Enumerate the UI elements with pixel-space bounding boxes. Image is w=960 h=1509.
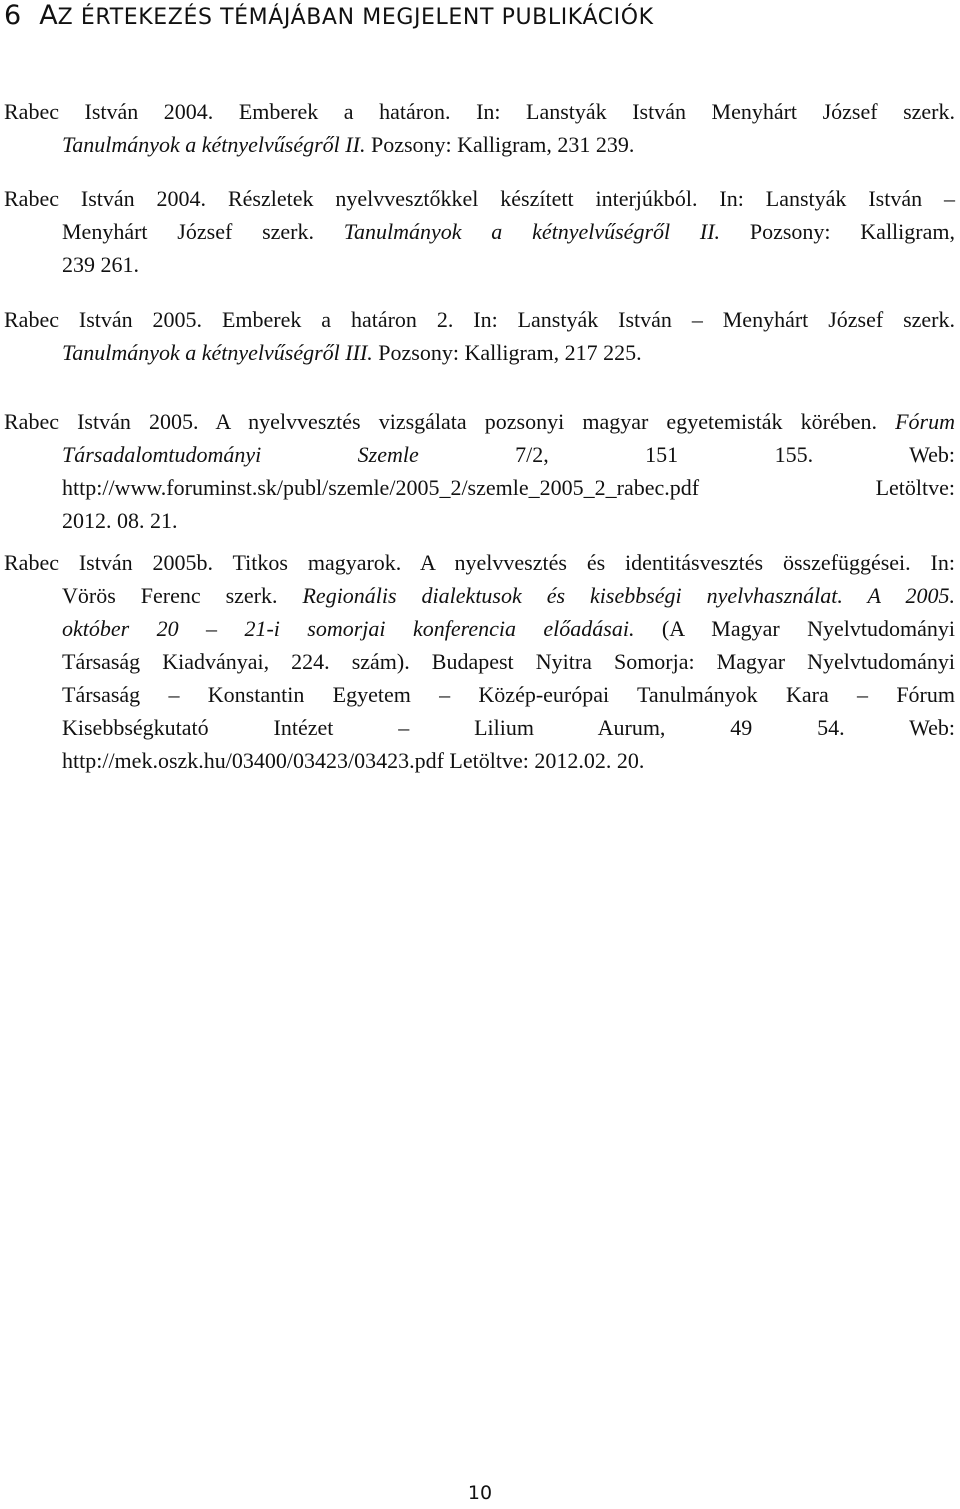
reference-title-text: Tanulmányok a kétnyelvűségről III. <box>62 340 373 365</box>
reference-line <box>4 711 955 744</box>
reference-title-text: Fórum <box>895 409 955 434</box>
reference-text: Rabec István 2005. Emberek a határon 2. In: Lanstyák István – Menyhárt József szerk. <box>4 307 955 332</box>
reference-text: http://www.foruminst.sk/publ/szemle/2005_2/szemle_2005_2_rabec.pdf Letöltve: <box>62 475 955 500</box>
reference-line <box>4 645 955 678</box>
reference-line <box>4 438 955 471</box>
reference-text: Társaság Kiadványai, 224. szám). Budapest Nyitra Somorja: Magyar Nyelvtudományi <box>62 649 955 674</box>
reference-line <box>4 336 955 369</box>
section-number: 6 <box>4 0 22 31</box>
reference-line <box>4 678 955 711</box>
reference-title-text: Társadalomtudományi Szemle <box>62 442 419 467</box>
reference-line <box>4 128 955 161</box>
reference-text: Vörös Ferenc szerk. <box>62 583 303 608</box>
reference-text: Rabec István 2004. Részletek nyelvvesztőkkel készített interjúkból. In: Lanstyák István – <box>4 186 955 211</box>
reference-title-text: Tanulmányok a kétnyelvűségről II. <box>62 132 366 157</box>
reference-line <box>4 546 955 579</box>
reference-text: Társaság – Konstantin Egyetem – Közép-európai Tanulmányok Kara – Fórum <box>62 682 955 707</box>
reference-line <box>4 744 955 777</box>
reference-line <box>4 215 955 248</box>
reference-line <box>4 612 955 645</box>
reference-text: Pozsony: Kalligram, 231 239. <box>365 132 635 157</box>
reference-line <box>4 95 955 128</box>
reference-text: Rabec István 2005. A nyelvvesztés vizsgálata pozsonyi magyar egyetemisták körében. <box>4 409 896 434</box>
reference-text: Menyhárt József szerk. <box>62 219 344 244</box>
reference-title-text: október 20 – 21-i somorjai konferencia előadásai. <box>62 616 635 641</box>
reference-line <box>4 504 955 537</box>
reference-text: 2012. 08. 21. <box>62 508 178 533</box>
reference-text: Kisebbségkutató Intézet – Lilium Aurum, 49 54. Web: <box>62 715 955 740</box>
section-title: Z ÉRTEKEZÉS TÉMÁJÁBAN MEGJELENT PUBLIKÁCIÓK <box>57 5 654 30</box>
reference-title-text: Regionális dialektusok és kisebbségi nyelvhasználat. A 2005. <box>302 583 955 608</box>
reference-text: 239 261. <box>62 252 139 277</box>
reference-line <box>4 182 955 215</box>
reference-text: Pozsony: Kalligram, <box>720 219 955 244</box>
reference-line <box>4 471 955 504</box>
section-heading <box>4 0 654 40</box>
reference-line <box>4 405 955 438</box>
reference-text: (A Magyar Nyelvtudományi <box>634 616 955 641</box>
reference-text: http://mek.oszk.hu/03400/03423/03423.pdf Letöltve: 2012.02. 20. <box>62 748 645 773</box>
reference-text: Rabec István 2005b. Titkos magyarok. A nyelvvesztés és identitásvesztés összefüggései. In: <box>4 550 955 575</box>
reference-title-text: Tanulmányok a kétnyelvűségről II. <box>343 219 721 244</box>
reference-text: Pozsony: Kalligram, 217 225. <box>372 340 642 365</box>
reference-text: 7/2, 151 155. Web: <box>418 442 955 467</box>
reference-line <box>4 248 955 281</box>
reference-line <box>4 303 955 336</box>
section-title-initial: A <box>39 0 58 31</box>
page-number: 10 <box>467 1482 493 1504</box>
reference-line <box>4 579 955 612</box>
reference-text: Rabec István 2004. Emberek a határon. In: Lanstyák István Menyhárt József szerk. <box>4 99 955 124</box>
